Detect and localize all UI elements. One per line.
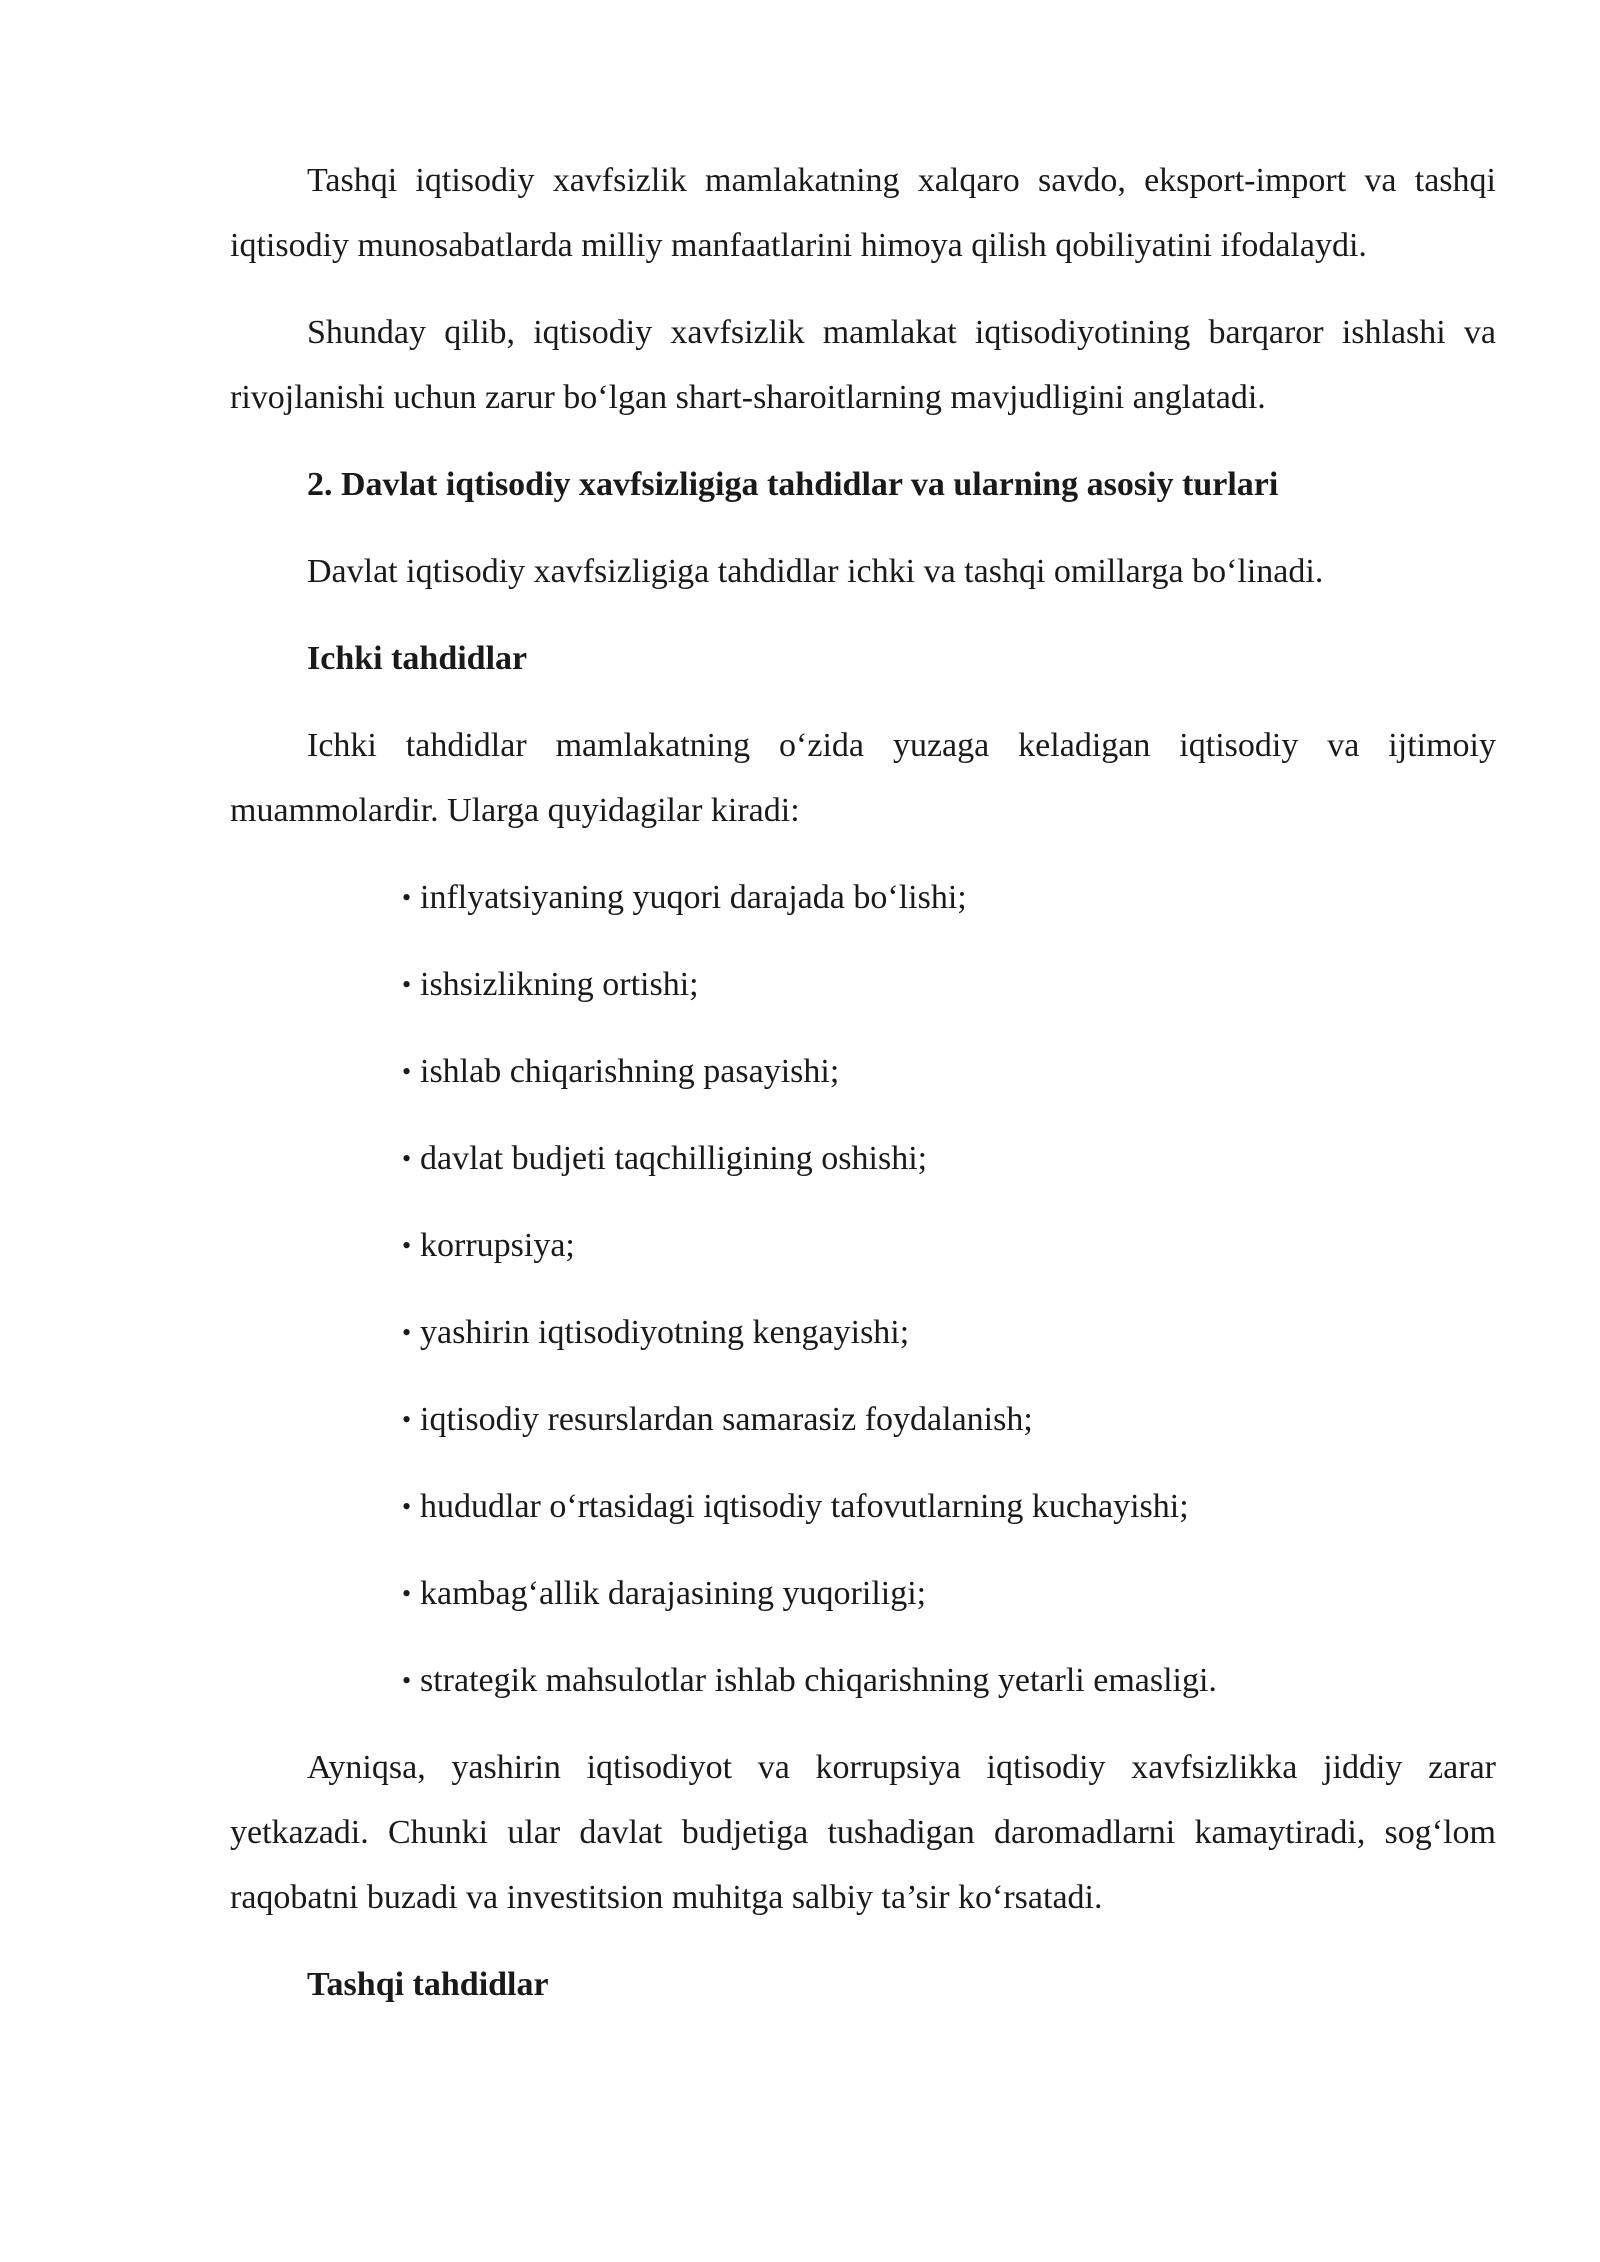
list-item <box>230 1561 1496 1626</box>
bullet-icon: • <box>402 1231 412 1260</box>
bullet-icon: • <box>402 1318 412 1347</box>
list-item-text: davlat budjeti taqchilligining oshishi; <box>420 1140 928 1177</box>
list-item-text: strategik mahsulotlar ishlab chiqarishning yetarli emasligi. <box>420 1662 1217 1699</box>
section-intro: Davlat iqtisodiy xavfsizligiga tahdidlar ichki va tashqi omillarga bo‘linadi. <box>307 553 1324 590</box>
internal-threats-intro: Ichki tahdidlar mamlakatning o‘zida yuzaga keladigan iqtisodiy va ijtimoiy muammolardir. Ularga quyidagilar kiradi: <box>230 727 1496 829</box>
bullet-icon: • <box>402 1492 412 1521</box>
external-threats-heading: Tashqi tahdidlar <box>307 1966 549 2003</box>
list-item-text: kambag‘allik darajasining yuqoriligi; <box>420 1575 927 1612</box>
internal-threats-list <box>230 865 1496 1713</box>
internal-threats-conclusion: Ayniqsa, yashirin iqtisodiyot va korrupsiya iqtisodiy xavfsizlikka jiddiy zarar yetkazadi. Chunki ular davlat budjetiga tushadigan daromadlarni kamaytiradi, sog‘lom raqobatni buzadi va investitsion muhitga salbiy ta’sir ko‘rsatadi. <box>230 1749 1496 1916</box>
bullet-icon: • <box>402 1579 412 1608</box>
list-item <box>230 1039 1496 1104</box>
list-item <box>230 1474 1496 1539</box>
list-item-text: ishlab chiqarishning pasayishi; <box>420 1053 840 1090</box>
bullet-icon: • <box>402 1405 412 1434</box>
bullet-icon: • <box>402 970 412 999</box>
list-item <box>230 865 1496 930</box>
bullet-icon: • <box>402 1666 412 1695</box>
list-item <box>230 1213 1496 1278</box>
paragraph-external-security: Tashqi iqtisodiy xavfsizlik mamlakatning xalqaro savdo, eksport-import va tashqi iqtisodiy munosabatlarda milliy manfaatlarini himoya qilish qobiliyatini ifodalaydi. <box>230 162 1496 264</box>
bullet-icon: • <box>402 1057 412 1086</box>
section-heading: 2. Davlat iqtisodiy xavfsizligiga tahdidlar va ularning asosiy turlari <box>307 466 1279 503</box>
document-page <box>230 148 1496 2017</box>
list-item <box>230 1300 1496 1365</box>
bullet-icon: • <box>402 883 412 912</box>
list-item-text: inflyatsiyaning yuqori darajada bo‘lishi; <box>420 879 967 916</box>
list-item-text: ishsizlikning ortishi; <box>420 966 699 1003</box>
list-item-text: korrupsiya; <box>420 1227 575 1264</box>
list-item <box>230 1387 1496 1452</box>
list-item-text: hududlar o‘rtasidagi iqtisodiy tafovutlarning kuchayishi; <box>420 1488 1189 1525</box>
list-item-text: iqtisodiy resurslardan samarasiz foydalanish; <box>420 1401 1033 1438</box>
paragraph-economic-security-summary: Shunday qilib, iqtisodiy xavfsizlik mamlakat iqtisodiyotining barqaror ishlashi va rivojlanishi uchun zarur bo‘lgan shart-sharoitlarning mavjudligini anglatadi. <box>230 314 1496 416</box>
list-item <box>230 1648 1496 1713</box>
internal-threats-heading: Ichki tahdidlar <box>307 640 528 677</box>
bullet-icon: • <box>402 1144 412 1173</box>
list-item-text: yashirin iqtisodiyotning kengayishi; <box>420 1314 910 1351</box>
list-item <box>230 952 1496 1017</box>
list-item <box>230 1126 1496 1191</box>
